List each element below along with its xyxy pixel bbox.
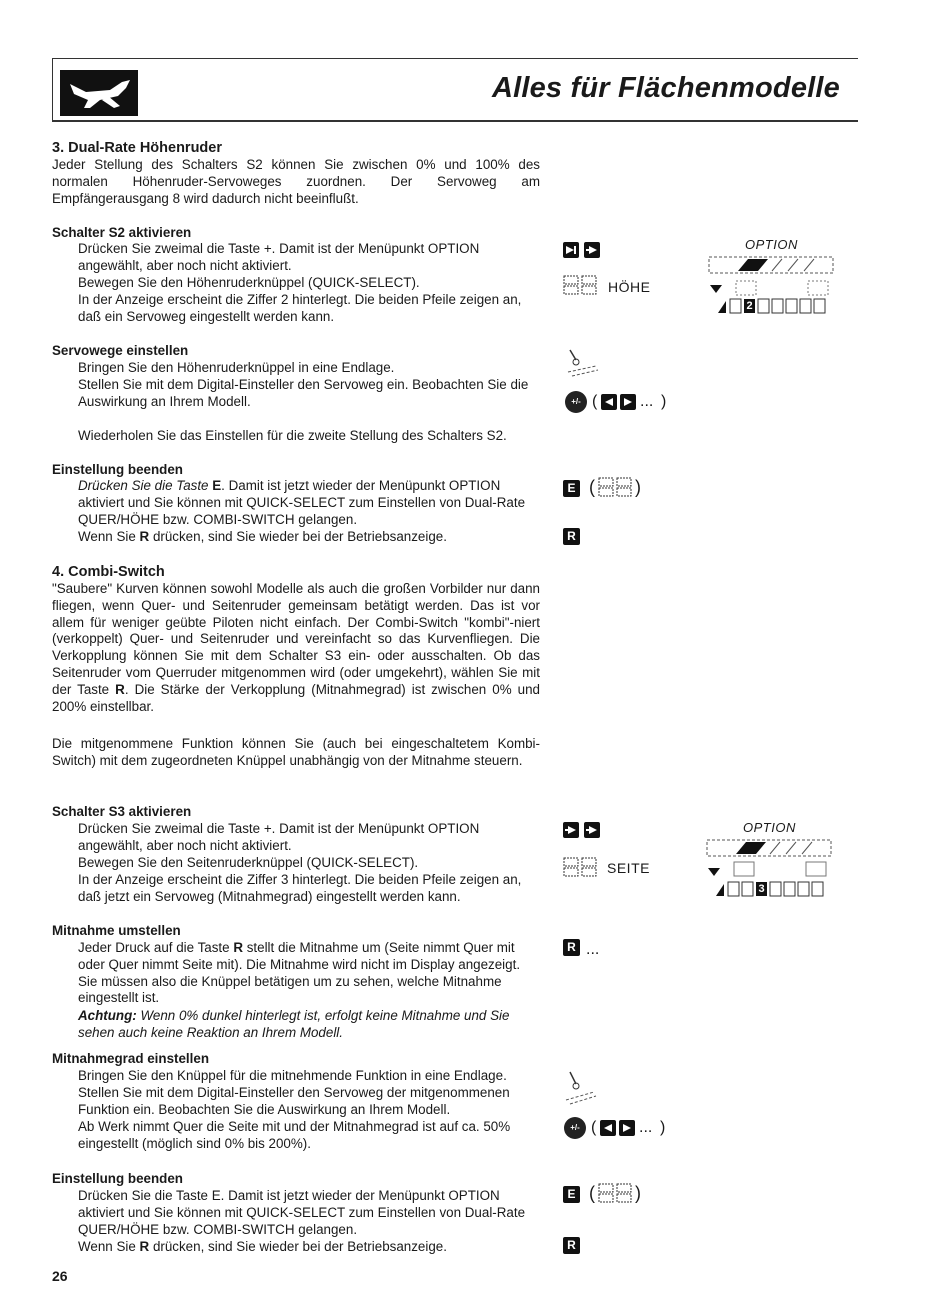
arrow-plus-key-icon [584, 822, 600, 838]
grad-line-2: Stellen Sie mit dem Digital-Einsteller den Servoweg der mitgenommenen Funktion ein. Beobachten Sie die Auswirkung an Ihrem Modell. [78, 1085, 510, 1117]
page-title: Alles für Flächenmodelle [491, 72, 840, 104]
s2-line-3: In der Anzeige erscheint die Ziffer 2 hinterlegt. Die beiden Pfeile zeigen an, daß ein Servoweg eingestellt werden kann. [78, 292, 522, 324]
servo-line-3: Wiederholen Sie das Einstellen für die zweite Stellung des Schalters S2. [78, 428, 507, 443]
display-digit: 2 [746, 300, 753, 312]
stick-hand-icon [566, 348, 602, 383]
lcd-display [708, 255, 836, 322]
s2-heading: Schalter S2 aktivieren [52, 225, 192, 240]
paren-close: ) [635, 1183, 641, 1203]
section-3-heading: 3. Dual-Rate Höhenruder [52, 140, 222, 156]
end-line-2a: Wenn Sie [78, 529, 140, 544]
section-4-p1 [52, 581, 540, 715]
end-line-2 [78, 529, 540, 546]
section-4-p1-end: . Die Stärke der Verkopplung (Mitnahmegrad) ist zwischen 0% und 200% einstellbar. [52, 681, 540, 714]
stick-quickselect-icon [598, 476, 634, 503]
mitnahme-warning [78, 1008, 540, 1042]
arrow-left-key-icon [601, 394, 617, 410]
grad-heading: Mitnahmegrad einstellen [52, 1051, 209, 1066]
airplane-icon [60, 70, 138, 116]
mitnahme-line-1a: Jeder Druck auf die Taste [78, 940, 234, 955]
display-digit: 3 [758, 883, 765, 895]
ellipsis: ... [586, 941, 600, 958]
page-number: 26 [52, 1268, 68, 1284]
key-r-icon: R [563, 1237, 580, 1254]
end2-line-2b: R [139, 1239, 150, 1254]
end-line-1a: Drücken Sie die Taste [78, 478, 213, 493]
section-4-heading: 4. Combi-Switch [52, 564, 165, 580]
paren-close: ) [660, 1119, 666, 1136]
ellipsis: ... [639, 1119, 653, 1136]
rotary-knob-icon: +/- [564, 1117, 586, 1139]
grad-line-3: Ab Werk nimmt Quer die Seite mit und der Mitnahmegrad ist auf ca. 50% eingestellt (möglich sind 0% bis 200%). [78, 1119, 511, 1151]
stick-quickselect-icon [563, 856, 599, 883]
mitnahme-line-1b: R [233, 940, 243, 955]
s3-heading: Schalter S3 aktivieren [52, 804, 192, 819]
s3-line-2: Bewegen Sie den Seitenruderknüppel (QUICK-SELECT). [78, 855, 419, 870]
key-e-icon: E [563, 480, 580, 497]
s2-line-2: Bewegen Sie den Höhenruderknüppel (QUICK-SELECT). [78, 275, 420, 290]
ellipsis: ... [640, 393, 654, 410]
servo-line-2: Stellen Sie mit dem Digital-Einsteller den Servoweg ein. Beobachten Sie die Auswirkung an Ihrem Modell. [78, 377, 529, 409]
paren-open: ( [591, 1119, 597, 1136]
stick-hand-icon [564, 1070, 600, 1111]
paren-open: ( [589, 477, 595, 497]
display-option-title: OPTION [745, 237, 798, 252]
rotary-knob-icon: +/- [565, 391, 587, 413]
label-hoehe: HÖHE [608, 279, 651, 295]
mitnahme-line-1c: stellt die Mitnahme um (Seite nimmt Quer mit oder Quer nimmt Seite mit). Die Mitnahme wird nicht im Display angezeigt. Sie müssen also die Knüppel betätigen um zu sehen, welche Mitnahme eingestellt ist. [78, 940, 521, 1006]
paren-open: ( [589, 1183, 595, 1203]
paren-open: ( [592, 393, 598, 410]
key-e-icon: E [563, 1186, 580, 1203]
servo-heading: Servowege einstellen [52, 343, 189, 358]
label-seite: SEITE [607, 860, 650, 876]
arrow-right-key-icon [620, 394, 636, 410]
section-3-intro: Jeder Stellung des Schalters S2 können Sie zwischen 0% und 100% des normalen Höhenruder-Servoweges zuordnen. Der Servoweg am Empfängerausgang 8 wird dadurch nicht beeinflußt. [52, 157, 540, 206]
end-line-2b: R [139, 529, 150, 544]
arrow-left-key-icon [563, 242, 579, 258]
end-heading-1: Einstellung beenden [52, 462, 183, 477]
key-r-icon: R [563, 528, 580, 545]
section-4-p1-text: "Saubere" Kurven können sowohl Modelle als auch die großen Vorbilder nur dann fliegen, wenn Quer- und Seitenruder gemeinsam betätigt werden. Das ist vor allem für weniger geübte Piloten nicht einfach. Der Combi-Switch "kombi"-niert (verkoppelt) Quer- und Seitenruder und vereinfacht so das Kurvenfliegen. Die Verkopplung können Sie mit dem Schalter S3 ein- oder ausschalten. Ob das Seitenruder vom Querruder mitgenommen wird (oder umgekehrt), wählen Sie mit der Taste [52, 581, 540, 697]
arrow-plus-key-icon [563, 822, 579, 838]
arrow-left-key-icon [600, 1120, 616, 1136]
warning-label: Achtung: [78, 1008, 137, 1023]
stick-quickselect-icon [598, 1182, 634, 1209]
end-heading-2: Einstellung beenden [52, 1171, 183, 1186]
end-line-1 [78, 478, 540, 528]
end-line-1c: . Damit ist jetzt wieder der Menüpunkt OPTION aktiviert und Sie können mit QUICK-SELECT zum Einstellen von Dual-Rate QUER/HÖHE bzw. COMBI-SWITCH gelangen. [78, 478, 526, 527]
lcd-display [706, 838, 834, 905]
end-line-1b: E [212, 478, 222, 493]
warning-text: Wenn 0% dunkel hinterlegt ist, erfolgt keine Mitnahme und Sie sehen auch keine Reaktion an Ihrem Modell. [78, 1008, 510, 1040]
arrow-plus-key-icon [584, 242, 600, 258]
end-line-2c: drücken, sind Sie wieder bei der Betriebsanzeige. [149, 529, 447, 544]
s2-line-1: Drücken Sie zweimal die Taste +. Damit ist der Menüpunkt OPTION angewählt, aber noch nicht aktiviert. [78, 241, 480, 273]
grad-line-1: Bringen Sie den Knüppel für die mitnehmende Funktion in eine Endlage. [78, 1068, 507, 1083]
section-4-p2: Die mitgenommene Funktion können Sie (auch bei eingeschaltetem Kombi-Switch) mit dem zugeordneten Knüppel unabhängig von der Mitnahme steuern. [52, 736, 540, 768]
end2-line-2 [78, 1239, 540, 1256]
paren-close: ) [635, 477, 641, 497]
mitnahme-line-1 [78, 940, 540, 1007]
mitnahme-heading: Mitnahme umstellen [52, 923, 181, 938]
paren-close: ) [661, 393, 667, 410]
key-r-icon: R [563, 939, 580, 956]
end2-line-2c: drücken, sind Sie wieder bei der Betriebsanzeige. [149, 1239, 447, 1254]
servo-line-1: Bringen Sie den Höhenruderknüppel in eine Endlage. [78, 360, 395, 375]
end2-line-2a: Wenn Sie [78, 1239, 140, 1254]
stick-quickselect-icon [563, 274, 599, 301]
arrow-right-key-icon [619, 1120, 635, 1136]
display-option-title: OPTION [743, 820, 796, 835]
s3-line-1: Drücken Sie zweimal die Taste +. Damit ist der Menüpunkt OPTION angewählt, aber noch nicht aktiviert. [78, 821, 480, 853]
end2-line-1: Drücken Sie die Taste E. Damit ist jetzt wieder der Menüpunkt OPTION aktiviert und Sie können mit QUICK-SELECT zum Einstellen von Dual-Rate QUER/HÖHE bzw. COMBI-SWITCH gelangen. [78, 1188, 526, 1237]
s3-line-3: In der Anzeige erscheint die Ziffer 3 hinterlegt. Die beiden Pfeile zeigen an, daß jetzt ein Servoweg (Mitnahmegrad) eingestellt werden kann. [78, 872, 522, 904]
section-4-p1-key: R [115, 681, 125, 697]
